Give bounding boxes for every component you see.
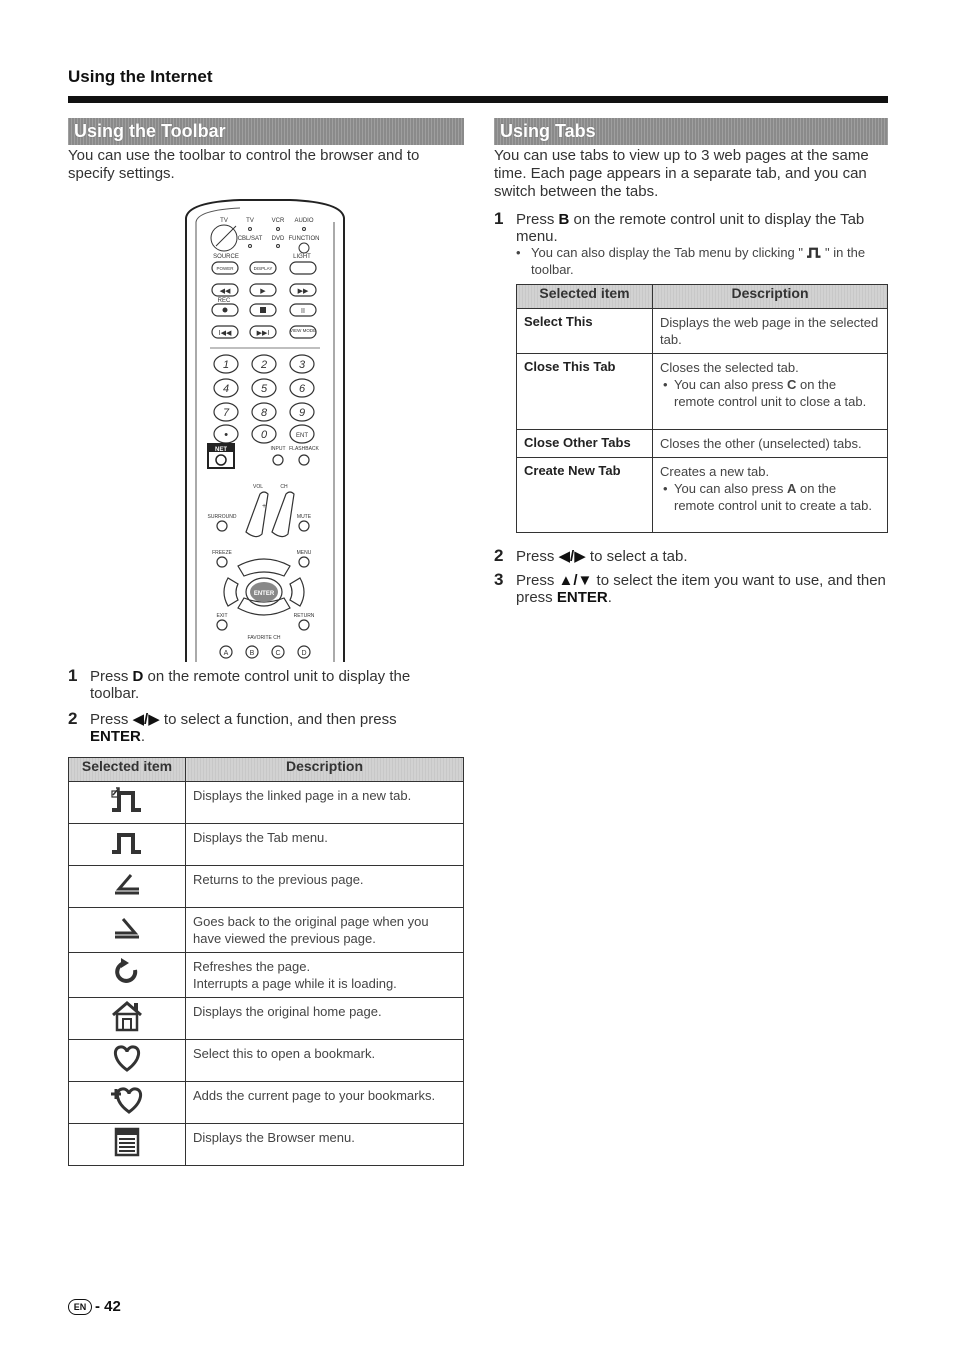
tabs-table-header-item: Selected item [517, 285, 653, 309]
tabs-table [516, 284, 888, 533]
remote-digit-3: 3 [298, 359, 306, 371]
tab-menu-icon [803, 245, 825, 259]
table-row [69, 953, 464, 998]
home-icon [109, 999, 145, 1033]
remote-label-enter: ENTER [253, 591, 275, 597]
svg-text:◀◀: ◀◀ [219, 288, 231, 295]
table-row [69, 908, 464, 953]
toolbar-desc-bookmark: Select this to open a bookmark. [186, 1040, 464, 1082]
remote-digit-7: 7 [222, 407, 230, 419]
browser-menu-icon [109, 1126, 145, 1158]
tabs-desc-close-this-tab: Closes the selected tab. • You can also press C on the remote control unit to close a tab. [653, 354, 888, 430]
remote-label-power: POWER [216, 266, 234, 271]
table-row [69, 1040, 464, 1082]
tabs-step-1: 1 Press B on the remote control unit to display the Tab menu. [494, 209, 865, 245]
table-row [69, 1082, 464, 1124]
table-row [517, 354, 888, 430]
remote-digit-dot: • [224, 429, 228, 441]
remote-label-light: LIGHT [293, 254, 311, 260]
toolbar-step-1: 1 Press D on the remote control unit to display the toolbar. [68, 666, 411, 702]
toolbar-desc-browser-menu: Displays the Browser menu. [186, 1124, 464, 1166]
remote-label-display: DISPLAY [253, 266, 273, 271]
remote-label-source: SOURCE [213, 254, 239, 260]
table-row [69, 782, 464, 824]
svg-text:II: II [301, 308, 305, 315]
remote-fav-c: C [275, 650, 281, 657]
remote-label-view: VIEW MODE [289, 328, 317, 333]
tabs-desc-close-other-tabs: Closes the other (unselected) tabs. [653, 430, 888, 458]
remote-label-freeze: FREEZE [212, 550, 232, 556]
tabs-desc-select-this: Displays the web page in the selected tab. [653, 309, 888, 354]
remote-digit-9: 9 [298, 407, 306, 419]
add-bookmark-icon [107, 1084, 147, 1116]
tabs-table-header-desc: Description [653, 285, 888, 309]
table-row [517, 458, 888, 533]
remote-label-vcr: VCR [271, 218, 285, 224]
remote-label-menu: MENU [296, 550, 312, 556]
new-tab-icon [109, 785, 145, 815]
remote-digit-4: 4 [222, 383, 230, 395]
remote-label-favorite: FAVORITE CH [247, 635, 281, 641]
tab-menu-icon [109, 827, 145, 857]
bookmark-icon [109, 1042, 145, 1074]
remote-label-audio: AUDIO [294, 218, 314, 224]
svg-text:+: + [261, 503, 267, 510]
table-row [69, 866, 464, 908]
tabs-step-2: 2 Press ◀/▶ to select a tab. [494, 546, 688, 565]
table-row [517, 430, 888, 458]
remote-fav-d: D [301, 650, 307, 657]
remote-label-exit: EXIT [216, 613, 228, 619]
remote-control-illustration [180, 196, 350, 662]
remote-digit-1: 1 [222, 359, 230, 371]
remote-digit-2: 2 [260, 359, 268, 371]
toolbar-table [68, 757, 464, 1166]
remote-label-mute: MUTE [296, 514, 312, 520]
svg-text:▶▶: ▶▶ [297, 288, 309, 295]
toolbar-desc-refresh: Refreshes the page. Interrupts a page while it is loading. [186, 953, 464, 998]
remote-label-tv2: TV [246, 218, 254, 224]
tabs-intro: You can use tabs to view up to 3 web pages at the same time. Each page appears in a separate tab, and you can switch between the tabs. [494, 147, 869, 200]
toolbar-intro: You can use the toolbar to control the browser and to specify settings. [68, 147, 420, 182]
remote-label-net: NET [215, 447, 227, 453]
tabs-item-select-this: Select This [517, 309, 653, 354]
tabs-step-3: 3 Press ▲/▼ to select the item you want to use, and then press ENTER. [494, 570, 886, 606]
page-number: - 42 [95, 1298, 121, 1315]
remote-label-input: INPUT [270, 446, 286, 452]
toolbar-desc-home: Displays the original home page. [186, 998, 464, 1040]
forward-icon [109, 913, 145, 943]
svg-text:▶▶I: ▶▶I [256, 330, 270, 337]
tabs-item-close-this-tab: Close This Tab [517, 354, 653, 430]
toolbar-section-banner: Using the Toolbar [68, 118, 464, 145]
remote-digit-5: 5 [260, 383, 268, 395]
remote-label-function: FUNCTION [288, 236, 320, 242]
tabs-item-close-other-tabs: Close Other Tabs [517, 430, 653, 458]
remote-label-flashback: FLASHBACK [289, 446, 319, 452]
table-row [69, 824, 464, 866]
remote-fav-a: A [223, 650, 229, 657]
remote-label-tv: TV [220, 218, 228, 224]
page-title: Using the Internet [68, 67, 213, 86]
svg-text:I◀◀: I◀◀ [218, 330, 232, 337]
remote-digit-0: 0 [260, 429, 268, 441]
tabs-desc-create-new-tab: Creates a new tab. • You can also press A on the remote control unit to create a tab. [653, 458, 888, 533]
refresh-icon [109, 956, 145, 990]
svg-text:▶: ▶ [260, 288, 266, 295]
tabs-item-create-new-tab: Create New Tab [517, 458, 653, 533]
tabs-step-1-note: • You can also display the Tab menu by clicking " " in the toolbar. [516, 245, 866, 277]
remote-label-ch: CH [280, 484, 288, 490]
header-rule [68, 96, 888, 103]
remote-label-return: RETURN [293, 613, 315, 619]
toolbar-desc-forward: Goes back to the original page when you have viewed the previous page. [186, 908, 464, 953]
table-row [69, 998, 464, 1040]
table-row [517, 309, 888, 354]
remote-digit-8: 8 [260, 407, 268, 419]
toolbar-desc-add-bookmark: Adds the current page to your bookmarks. [186, 1082, 464, 1124]
remote-label-ent: ENT [296, 433, 308, 439]
remote-label-dvd: DVD [271, 236, 285, 242]
remote-label-cblsat: CBL/SAT [237, 236, 263, 242]
language-badge: EN [68, 1299, 92, 1315]
table-row [69, 1124, 464, 1166]
remote-fav-b: B [249, 650, 255, 657]
toolbar-step-2: 2 Press ◀/▶ to select a function, and then press ENTER. [68, 709, 397, 745]
toolbar-table-header-desc: Description [186, 758, 464, 782]
remote-label-surround: SURROUND [207, 514, 237, 520]
toolbar-desc-new-tab: Displays the linked page in a new tab. [186, 782, 464, 824]
toolbar-table-header-item: Selected item [69, 758, 186, 782]
remote-label-rec: REC [217, 298, 231, 304]
tabs-section-banner: Using Tabs [494, 118, 888, 145]
back-icon [109, 869, 145, 899]
remote-digit-6: 6 [298, 383, 306, 395]
remote-label-vol: VOL [252, 484, 264, 490]
toolbar-desc-back: Returns to the previous page. [186, 866, 464, 908]
toolbar-desc-tab-menu: Displays the Tab menu. [186, 824, 464, 866]
page-footer [68, 1298, 121, 1315]
